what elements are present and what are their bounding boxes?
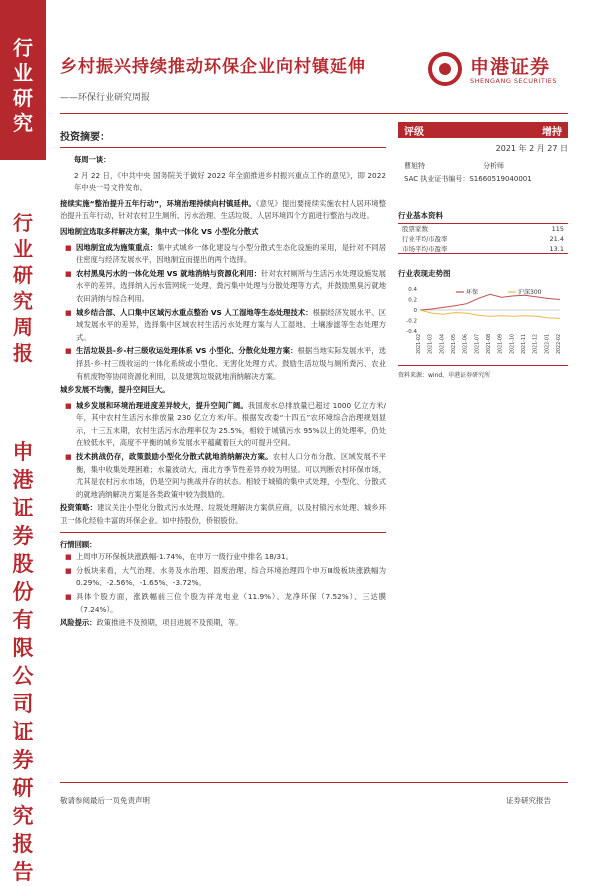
x-tick-label: 2021-04 xyxy=(440,334,446,355)
paragraph-risk: 风险提示：政策推进不及预期，项目进展不及预期，等。 xyxy=(60,618,243,628)
legend-label: 环保 xyxy=(466,289,479,296)
y-tick-label: 0.2 xyxy=(408,297,417,304)
sidebar-char: 公 xyxy=(12,663,34,688)
company-logo xyxy=(428,52,568,88)
industry-basics-title: 行业基本资料 xyxy=(398,210,568,224)
weekly-label: 每周一谈： xyxy=(74,155,111,164)
sidebar-char: 研 xyxy=(13,263,33,287)
x-tick-label: 2022-01 xyxy=(545,334,551,355)
list-item: ■ 技术挑战仍存，政策鼓励小型化分散式就地消纳解决方案。农村人口分布分散、区域发展不平衡，集中收集处理困难；水量波动大，南北方季节性差异亦较为明显。可以判断农村环保市场，尤其是农村污水市场，仍是空间与挑战并存的状态。相较于城镇的集中式处理，小型化、分散式的就地消纳解决方案是各类政策中较为鼓励的。 xyxy=(60,451,386,501)
sidebar-char: 股 xyxy=(12,551,34,576)
sidebar-char: 报 xyxy=(13,341,33,365)
chart-title: 行业表现走势图 xyxy=(398,269,451,278)
sidebar-char: 证 xyxy=(12,719,34,744)
list-item: ■ 上周申万环保板块涨跌幅-1.74%，在申万一级行业中排名 18/31。 xyxy=(60,551,386,564)
logo-name: 申港证券 xyxy=(470,56,551,78)
y-tick-label: 0.4 xyxy=(408,287,417,293)
legend-label: 沪深300 xyxy=(518,289,542,296)
series-line-1 xyxy=(420,310,560,318)
list-item: ■ 农村黑臭污水的一体化处理 VS 就地消纳与资源化利用：针对农村厕所与生活污水处理设施发展水平的差异，选择纳入污水管网统一处理、粪污集中处理与分散处理等方式，并鼓励黑臭污就地农田消纳与综合利用。 xyxy=(60,268,386,306)
basics-row: 市场平均市盈率 13.1 xyxy=(398,244,568,254)
sidebar-char: 券 xyxy=(12,523,34,548)
sidebar-char: 业 xyxy=(13,237,33,261)
page-title: 乡村振兴持续推动环保企业向村镇延伸 xyxy=(60,57,366,77)
paragraph-rural-action-lead: 接续实施“整治提升五年行动”，环境治理持续向村镇延伸。 xyxy=(60,198,256,208)
sidebar-char: 研 xyxy=(13,86,33,110)
sidebar xyxy=(0,0,46,884)
sidebar-char: 申 xyxy=(12,439,34,464)
y-tick-label: -0.4 xyxy=(406,329,417,335)
sidebar-char: 行 xyxy=(13,211,33,235)
x-tick-label: 2021-08 xyxy=(487,334,492,355)
analyst-role: 分析师 xyxy=(483,162,504,170)
x-tick-label: 2022-02 xyxy=(557,334,562,355)
analyst-sac: SAC 执业证书编号：S1660519040001 xyxy=(404,175,532,183)
paragraph-rural-action xyxy=(60,198,386,223)
rating-value: 增持 xyxy=(542,127,562,138)
x-tick-label: 2021-11 xyxy=(522,334,527,355)
performance-chart xyxy=(398,283,568,361)
list-item: ■ 分板块来看，大气治理、水务及水治理、固废治理、综合环境治理四个申万Ⅲ级板块涨跌幅为 0.29%、-2.56%、-1.65%、-3.72%。 xyxy=(60,565,386,590)
sidebar-char: 限 xyxy=(12,635,34,660)
report-date: 2021 年 2 月 27 日 xyxy=(495,144,568,153)
x-tick-label: 2021-05 xyxy=(452,334,457,355)
page-subtitle: ——环保行业研究周报 xyxy=(60,93,151,103)
sidebar-block-report-type xyxy=(0,200,46,365)
rating-label: 评级 xyxy=(404,127,424,138)
sidebar-char: 份 xyxy=(12,579,34,604)
list-item: ■ 城乡发展和环境治理进度差异较大，提升空间广阔。我国废水总排放量已超过 1000 亿立方米/年，其中农村生活污水排放量 230 亿立方米/年。根据发改委“十四五”农环境综合治理规划显示，十三五末期，农村生活污水治理率仅为 25.5%，相较于城镇污水 95%以上的处理率，仍处在较低水平，高度不平衡的城乡发展水平蕴藏着巨大的可提升空间。 xyxy=(60,400,386,450)
x-tick-label: 2021-12 xyxy=(533,334,539,355)
sidebar-char: 港 xyxy=(12,467,34,492)
sidebar-char: 周 xyxy=(13,315,33,339)
sidebar-char: 究 xyxy=(13,289,33,313)
paragraph-strategy: 投资策略：建议关注小型化分散式污水处理、垃圾处理解决方案供应商，以及村镇污水处理、城乡环卫一体化经验丰富的环保企业。如中持股份，侨银股份。 xyxy=(60,503,387,526)
paragraph-solutions-heading: 因地制宜选取多样解决方案，集中式一体化 VS 小型化分散式 xyxy=(60,226,259,236)
sidebar-char: 行 xyxy=(13,36,33,60)
sidebar-char: 有 xyxy=(12,607,34,632)
x-tick-label: 2021-06 xyxy=(463,334,469,355)
sidebar-char: 究 xyxy=(12,803,34,828)
sidebar-char: 证 xyxy=(12,495,34,520)
market-review-heading: 行情回顾： xyxy=(60,539,97,549)
paragraph-imbalance-heading: 城乡发展不均衡，提升空间巨大。 xyxy=(60,385,170,395)
y-tick-label: 0 xyxy=(413,308,417,314)
x-tick-label: 2021-03 xyxy=(428,334,434,355)
x-tick-label: 2021-09 xyxy=(498,334,504,355)
digest-divider xyxy=(60,147,386,148)
sidebar-char: 报 xyxy=(12,831,34,856)
x-tick-label: 2021-10 xyxy=(510,334,516,355)
x-tick-label: 2021-02 xyxy=(417,334,422,355)
analyst-info xyxy=(398,160,568,186)
series-line-0 xyxy=(420,294,560,310)
sidebar-char: 究 xyxy=(13,111,33,135)
footer-disclaimer: 敬请参阅最后一页免责声明 xyxy=(60,796,150,805)
paragraph-policy: 2 月 22 日，《中共中央 国务院关于做好 2022 年全面推进乡村振兴重点工作的意见》，即 2022 年中央一号文件发布。 xyxy=(74,170,386,193)
sidebar-char: 研 xyxy=(12,775,34,800)
list-item: ■ 生活垃圾县-乡-村三级收运处理体系 VS 小型化、分散化处理方案：根据当地实际发展水平，选择县-乡-村三级收运的一体化系统或小型化、无害化处理方式。鼓励生活垃圾与厕所粪污、农业有机废物等协同资源化利用，以及建筑垃圾就地消纳解决方案。 xyxy=(60,345,386,383)
basics-row: 行业平均市盈率 21.4 xyxy=(402,235,564,243)
sidebar-char: 司 xyxy=(12,691,34,716)
basics-row: 股票家数 115 xyxy=(402,225,564,233)
logo-english-name: SHENGANG SECURITIES xyxy=(470,77,558,85)
logo-mark-icon xyxy=(428,52,462,86)
y-tick-label: -0.2 xyxy=(406,318,417,325)
sidebar-block-category xyxy=(0,0,46,160)
performance-chart-svg xyxy=(398,283,568,361)
header-divider xyxy=(60,113,568,114)
x-tick-label: 2021-07 xyxy=(475,334,481,355)
list-item: ■ 因地制宜成为施策重点：集中式城乡一体化建设与小型分散式生态化设施的采用，是针对不同居住密度与经济发展水平，因地制宜而提出的两个选择。 xyxy=(60,242,386,267)
rating-bar xyxy=(398,122,568,138)
footer-divider xyxy=(60,782,568,783)
side-panel xyxy=(398,122,568,379)
sidebar-char: 业 xyxy=(13,61,33,85)
main-content xyxy=(60,122,386,630)
sidebar-char: 券 xyxy=(12,747,34,772)
footer-report-type: 证券研究报告 xyxy=(506,796,551,805)
digest-title: 投资摘要： xyxy=(60,132,110,143)
chart-source: 资料来源：wind，申港证券研究所 xyxy=(398,365,568,379)
analyst-name: 曹旭特 xyxy=(404,162,425,170)
list-item: ■ 具体个股方面，涨跌幅前三位个股为祥龙电业（11.9%）、龙净环保（7.52%）、三达膜（7.24%）。 xyxy=(60,591,386,616)
sidebar-block-company xyxy=(0,430,46,884)
list-item: ■ 城乡结合部、人口集中区域污水重点整治 VS 人工湿地等生态处理技术：根据经济发展水平、区域发展水平的差异，选择集中区域农村生活污水处理方案与人工湿地、土壤渗滤等生态处理方式。 xyxy=(60,307,386,345)
sidebar-char: 告 xyxy=(12,859,34,884)
section-divider xyxy=(60,532,386,533)
paragraph-rural-action-text: 《意见》提出要接续实施农村人居环境整治提升五年行动，针对农村卫生厕所、污水治理、生活垃圾、人居环境四个方面进行整治与改进。 xyxy=(60,198,386,221)
